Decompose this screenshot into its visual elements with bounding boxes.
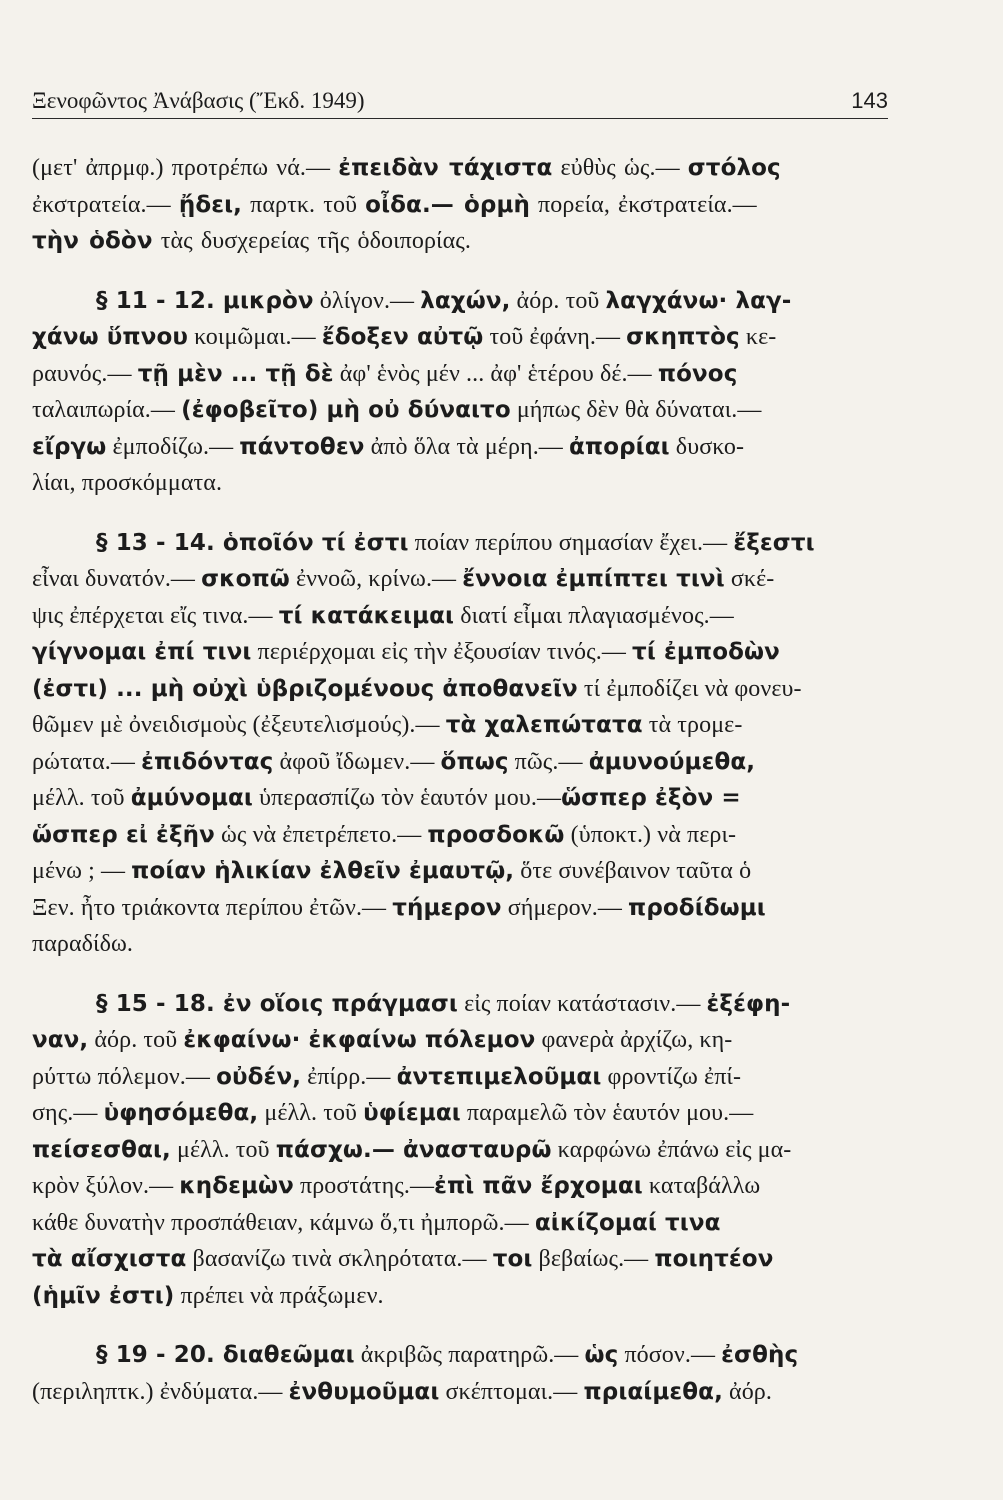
gloss-text: παραμελῶ τὸν ἑαυτόν μου.— xyxy=(460,1100,754,1126)
gloss-text: Ξεν. ἦτο τριάκοντα περίπου ἐτῶν.— xyxy=(32,894,393,921)
lemma-term: οὐδέν, xyxy=(216,1063,302,1090)
gloss-text: ἀφ' ἑνὸς μέν ... ἀφ' ἑτέρου δέ.— xyxy=(333,360,658,387)
gloss-text: τοῦ ἐφάνη.— xyxy=(483,324,627,350)
gloss-text: ρώτατα.— xyxy=(32,748,142,775)
lemma-term: ὅπως xyxy=(440,748,509,775)
gloss-text: ἐπίρρ.— xyxy=(301,1063,397,1090)
paragraph xyxy=(32,525,892,963)
text-line xyxy=(32,853,892,890)
lemma-term: λαγχάνω· λαγ- xyxy=(605,287,792,314)
lemma-term: ὡς xyxy=(584,1342,619,1368)
text-line xyxy=(32,561,892,598)
lemma-term: ἐπειδὰν τάχιστα xyxy=(338,155,553,181)
lemma-term: σκηπτὸς xyxy=(626,324,740,350)
lemma-term: πάντοθεν xyxy=(239,433,365,460)
lemma-term: (ἐστι) ... μὴ οὐχὶ ὑβριζομένους ἀποθανεῖν xyxy=(32,675,578,702)
lemma-term: ὑφησόμεθα, xyxy=(103,1100,259,1126)
gloss-text: σκέπτομαι.— xyxy=(439,1378,584,1405)
lemma-term: ἐπιδόντας xyxy=(141,748,274,775)
lemma-term: πόνος xyxy=(657,360,738,387)
paragraph xyxy=(32,986,892,1315)
gloss-text: μέλλ. τοῦ xyxy=(258,1100,364,1126)
commentary-text xyxy=(32,150,892,1433)
running-header xyxy=(32,88,888,119)
lemma-term: ἐπὶ πᾶν ἔρχομαι xyxy=(434,1173,643,1199)
gloss-text: σκέ- xyxy=(724,566,775,592)
lemma-term: ᾔδει, xyxy=(178,191,243,218)
gloss-text: ραυνός.— xyxy=(32,360,138,387)
lemma-term: ναν, xyxy=(32,1027,89,1053)
lemma-term: § 13 - 14. ὁποῖόν τί ἐστι xyxy=(96,529,409,556)
lemma-term: τὴν ὁδὸν xyxy=(32,228,153,254)
lemma-term: λαχών, xyxy=(420,287,511,314)
lemma-term: ἐσθὴς xyxy=(721,1342,799,1368)
gloss-text: προστάτης.— xyxy=(293,1173,435,1199)
lemma-term: ἀμύνομαι xyxy=(130,785,253,811)
lemma-term: τῇ μὲν ... τῇ δὲ xyxy=(137,360,334,387)
lemma-term: ἔξεστι xyxy=(733,529,815,556)
running-title: Ξενοφῶντος Ἀνάβασις (Ἔκδ. 1949) xyxy=(32,88,365,113)
gloss-text: τὰς δυσχερείας τῆς ὁδοιπορίας. xyxy=(152,228,471,254)
paragraph xyxy=(32,1337,892,1410)
gloss-text: μέλλ. τοῦ xyxy=(170,1136,276,1163)
lemma-term: ἐξέφη- xyxy=(706,990,791,1017)
gloss-text: ὑπερασπίζω τὸν ἑαυτόν μου.— xyxy=(252,785,562,811)
gloss-text: μένω ; — xyxy=(32,858,132,884)
gloss-text: (μετ' ἀπρμφ.) προτρέπω νά.— xyxy=(32,155,339,181)
lemma-term: (ἐφοβεῖτο) μὴ οὐ δύναιτο xyxy=(181,397,511,423)
text-line xyxy=(32,319,892,356)
text-line xyxy=(32,1132,892,1169)
gloss-text: (ὑποκτ.) νὰ περι- xyxy=(564,821,737,848)
gloss-text: ἀπὸ ὅλα τὰ μέρη.— xyxy=(364,433,570,460)
lemma-term: τοι xyxy=(492,1246,533,1272)
lemma-term: κηδεμὼν xyxy=(179,1173,294,1199)
text-line xyxy=(32,986,892,1023)
gloss-text: θῶμεν μὲ ὀνειδισμοὺς (ἐξευτελισμούς).— xyxy=(32,712,446,738)
gloss-text: ρύττω πόλεμον.— xyxy=(32,1063,217,1090)
lemma-term: πριαίμεθα, xyxy=(583,1378,723,1405)
text-line xyxy=(32,283,892,320)
gloss-text: παρτκ. τοῦ xyxy=(242,191,366,218)
lemma-term: τί κατάκειμαι xyxy=(278,602,455,629)
lemma-term: τί ἐμποδὼν xyxy=(632,639,780,665)
gloss-text: ψις ἐπέρχεται εἴς τινα.— xyxy=(32,602,279,629)
lemma-term: ὥσπερ εἰ ἐξῆν xyxy=(32,821,215,848)
lemma-term: ποίαν ἡλικίαν ἐλθεῖν ἐμαυτῷ, xyxy=(131,858,515,884)
gloss-text: ἀόρ. τοῦ xyxy=(88,1027,184,1053)
gloss-text: πῶς.— xyxy=(508,748,589,775)
gloss-text: ἐκστρατεία.— xyxy=(32,191,179,218)
lemma-term: τήμερον xyxy=(392,894,502,921)
text-line xyxy=(32,356,892,393)
gloss-text: ἀόρ. xyxy=(722,1378,772,1405)
gloss-text: κάθε δυνατὴν προσπάθειαν, κάμνω ὅ,τι ἠμπορῶ.— xyxy=(32,1209,535,1236)
gloss-text: ἀκριβῶς παρατηρῶ.— xyxy=(354,1342,585,1368)
lemma-term: σκοπῶ xyxy=(201,566,290,592)
text-line xyxy=(32,1022,892,1059)
gloss-text: καρφώνω ἐπάνω εἰς μα- xyxy=(551,1136,792,1163)
text-line xyxy=(32,780,892,817)
lemma-term: ὑφίεμαι xyxy=(363,1100,461,1126)
gloss-text: εἶναι δυνατόν.— xyxy=(32,566,202,592)
gloss-text: ἐννοῶ, κρίνω.— xyxy=(289,566,463,592)
text-line xyxy=(32,1168,892,1205)
lemma-term: προδίδωμι xyxy=(628,894,766,921)
lemma-term: στόλος xyxy=(687,155,781,181)
lemma-term: ἀπορίαι xyxy=(569,433,670,460)
lemma-term: οἶδα.— ὁρμὴ xyxy=(365,191,530,218)
gloss-text: φροντίζω ἐπί- xyxy=(601,1063,742,1090)
gloss-text: εἰς ποίαν κατάστασιν.— xyxy=(458,990,707,1017)
text-line xyxy=(32,926,892,963)
lemma-term: § 15 - 18. ἐν οἵοις πράγμασι xyxy=(96,990,458,1017)
text-line xyxy=(32,1337,892,1374)
lemma-term: χάνω ὕπνου xyxy=(32,324,189,350)
paragraph xyxy=(32,150,892,260)
gloss-text: μήπως δὲν θὰ δύναται.— xyxy=(510,397,762,423)
lemma-term: πάσχω.— ἀνασταυρῶ xyxy=(275,1136,552,1163)
text-line xyxy=(32,707,892,744)
gloss-text: φανερὰ ἀρχίζω, κη- xyxy=(535,1027,733,1053)
paragraph xyxy=(32,283,892,502)
text-line xyxy=(32,465,892,502)
gloss-text: βασανίζω τινὰ σκληρότατα.— xyxy=(186,1246,493,1272)
gloss-text: πρέπει νὰ πράξωμεν. xyxy=(174,1282,384,1309)
gloss-text: παραδίδω. xyxy=(32,931,134,957)
text-line xyxy=(32,1205,892,1242)
gloss-text: μέλλ. τοῦ xyxy=(32,785,131,811)
lemma-term: ποιητέον xyxy=(654,1246,774,1272)
gloss-text: (περιληπτκ.) ἐνδύματα.— xyxy=(32,1378,289,1405)
gloss-text: ποίαν περίπου σημασίαν ἔχει.— xyxy=(408,529,734,556)
gloss-text: πόσον.— xyxy=(618,1342,722,1368)
lemma-term: πείσεσθαι, xyxy=(32,1136,171,1163)
gloss-text: κρὸν ξύλον.— xyxy=(32,1173,180,1199)
gloss-text: ἐμποδίζω.— xyxy=(106,433,240,460)
text-line xyxy=(32,1374,892,1411)
text-line xyxy=(32,1095,892,1132)
lemma-term: προσδοκῶ xyxy=(427,821,565,848)
gloss-text: τὰ τρομε- xyxy=(642,712,743,738)
lemma-term: τὰ αἴσχιστα xyxy=(32,1246,187,1272)
text-line xyxy=(32,744,892,781)
gloss-text: διατί εἶμαι πλαγιασμένος.— xyxy=(454,602,734,629)
gloss-text: κοιμῶμαι.— xyxy=(188,324,322,350)
gloss-text: τί ἐμποδίζει νὰ φονευ- xyxy=(577,675,802,702)
gloss-text: ὀλίγον.— xyxy=(313,287,421,314)
lemma-term: (ἡμῖν ἐστι) xyxy=(32,1282,175,1309)
gloss-text: περιέρχομαι εἰς τὴν ἐξουσίαν τινός.— xyxy=(251,639,633,665)
gloss-text: εὐθὺς ὡς.— xyxy=(552,155,688,181)
text-line xyxy=(32,223,892,260)
lemma-term: γίγνομαι ἐπί τινι xyxy=(32,639,252,665)
lemma-term: ὥσπερ ἐξὸν = xyxy=(561,785,741,811)
text-line xyxy=(32,1241,892,1278)
text-line xyxy=(32,150,892,187)
page-number: 143 xyxy=(851,88,888,113)
gloss-text: ἀφοῦ ἴδωμεν.— xyxy=(273,748,441,775)
text-line xyxy=(32,429,892,466)
lemma-term: § 11 - 12. μικρὸν xyxy=(96,287,314,314)
gloss-text: ὅτε συνέβαινον ταῦτα ὁ xyxy=(514,858,752,884)
text-line xyxy=(32,671,892,708)
text-line xyxy=(32,525,892,562)
gloss-text: καταβάλλω xyxy=(642,1173,761,1199)
gloss-text: κε- xyxy=(739,324,777,350)
text-line xyxy=(32,1059,892,1096)
gloss-text: πορεία, ἐκστρατεία.— xyxy=(529,191,757,218)
lemma-term: τὰ χαλεπώτατα xyxy=(445,712,643,738)
text-line xyxy=(32,817,892,854)
lemma-term: ἔδοξεν αὐτῷ xyxy=(321,324,484,350)
text-line xyxy=(32,890,892,927)
gloss-text: δυσκο- xyxy=(669,433,745,460)
gloss-text: λίαι, προσκόμματα. xyxy=(32,470,223,496)
text-line xyxy=(32,1278,892,1315)
lemma-term: αἰκίζομαί τινα xyxy=(534,1209,721,1236)
lemma-term: εἴργω xyxy=(32,433,107,460)
lemma-term: ἀντεπιμελοῦμαι xyxy=(396,1063,602,1090)
text-line xyxy=(32,598,892,635)
text-line xyxy=(32,187,892,224)
gloss-text: σήμερον.— xyxy=(501,894,629,921)
lemma-term: ἀμυνούμεθα, xyxy=(588,748,756,775)
lemma-term: ἐκφαίνω· ἐκφαίνω πόλεμον xyxy=(183,1027,536,1053)
text-line xyxy=(32,392,892,429)
lemma-term: ἐνθυμοῦμαι xyxy=(288,1378,440,1405)
text-line xyxy=(32,634,892,671)
lemma-term: ἔννοια ἐμπίπτει τινὶ xyxy=(462,566,725,592)
lemma-term: § 19 - 20. διαθεῶμαι xyxy=(96,1342,355,1368)
gloss-text: ὡς νὰ ἐπετρέπετο.— xyxy=(214,821,428,848)
gloss-text: σης.— xyxy=(32,1100,104,1126)
gloss-text: βεβαίως.— xyxy=(532,1246,655,1272)
gloss-text: ἀόρ. τοῦ xyxy=(510,287,606,314)
gloss-text: ταλαιπωρία.— xyxy=(32,397,182,423)
